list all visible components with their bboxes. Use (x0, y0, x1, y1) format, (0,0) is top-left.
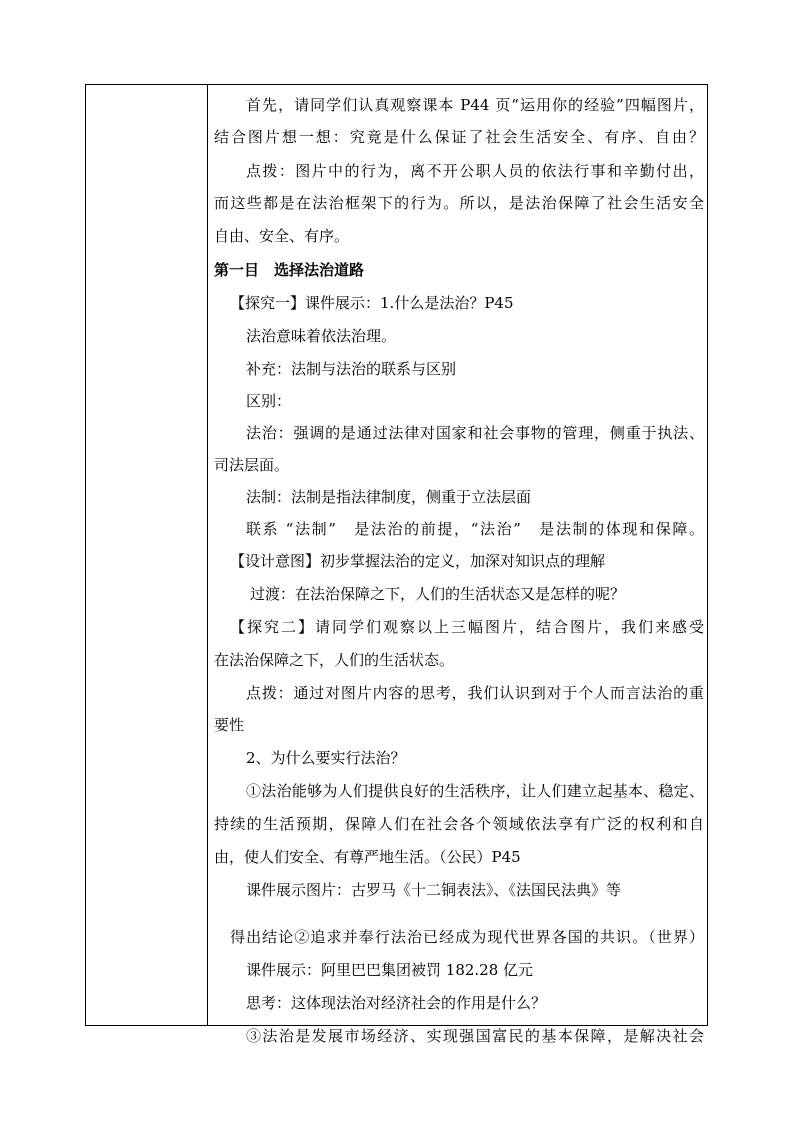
text-line: 思考：这体现法治对经济社会的作用是什么？ (246, 994, 547, 1012)
text-line: ③法治是发展市场经济、实现强国富民的基本保障，是解决社会 (246, 1027, 704, 1045)
text-line: 持续的生活预期，保障人们在社会各个领域依法享有广泛的权利和自 (214, 815, 704, 833)
text-line: 点拨：图片中的行为，离不开公职人员的依法行事和辛勤付出， (246, 162, 704, 180)
text-line: 法治：强调的是通过法律对国家和社会事物的管理，侧重于执法、 (246, 424, 704, 442)
text-line: 【探究二】请同学们观察以上三幅图片，结合图片，我们来感受 (230, 618, 704, 636)
table-left-cell (86, 85, 207, 1025)
text-line: 而这些都是在法治框架下的行为。所以，是法治保障了社会生活安全 (214, 194, 704, 212)
text-line: 由，使人们安全、有尊严地生活。（公民）P45 (214, 848, 521, 866)
section-heading: 第一目 选择法治道路 (214, 261, 365, 279)
text-line: 自由、安全、有序。 (214, 227, 350, 245)
lesson-table (85, 84, 708, 1045)
text-line: 补充：法制与法治的联系与区别 (246, 360, 457, 378)
text-line: 区别： (246, 392, 292, 410)
text-line: 联系 “法制” 是法治的前提，“法治” 是法制的体现和保障。 (246, 520, 704, 538)
text-line: 法治意味着依法治理。 (246, 327, 397, 345)
text-line: 法制：法制是指法律制度，侧重于立法层面 (246, 488, 532, 506)
text-line: 2、为什么要实行法治？ (246, 749, 406, 767)
text-line: 点拨：通过对图片内容的思考，我们认识到对于个人而言法治的重 (246, 684, 704, 702)
text-line: 司法层面。 (214, 456, 290, 474)
text-line: 得出结论②追求并奉行法治已经成为现代世界各国的共识。（世界） (230, 928, 704, 946)
column-divider (207, 85, 208, 1025)
text-line: 要性 (214, 716, 245, 734)
text-line: 课件展示：阿里巴巴集团被罚 182.28 亿元 (246, 961, 534, 979)
text-line: ①法治能够为人们提供良好的生活秩序，让人们建立起基本、稳定、 (246, 782, 704, 800)
text-line: 在法治保障之下，人们的生活状态。 (214, 651, 455, 669)
text-line: 【探究一】课件展示：1.什么是法治？P45 (230, 294, 514, 312)
text-line: 课件展示图片：古罗马《十二铜表法》、《法国民法典》等 (246, 881, 622, 899)
text-line: 首先，请同学们认真观察课本 P44 页“运用你的经验”四幅图片， (246, 96, 704, 114)
text-line: 【设计意图】初步掌握法治的定义，加深对知识点的理解 (230, 552, 606, 570)
text-line: 结合图片想一想：究竟是什么保证了社会生活安全、有序、自由？ (214, 128, 704, 146)
text-line: 过渡：在法治保障之下，人们的生活状态又是怎样的呢？ (250, 585, 626, 603)
